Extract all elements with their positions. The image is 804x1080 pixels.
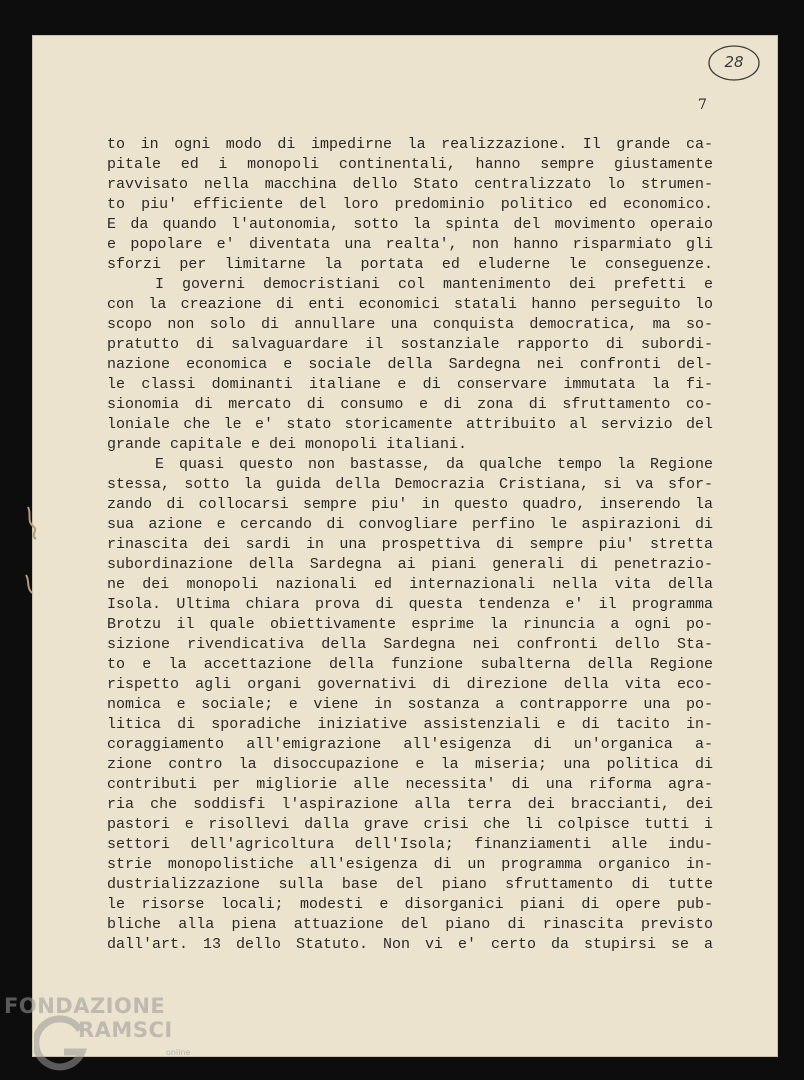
text-line: bliche alla piena attuazione del piano di rinascita previsto (107, 916, 713, 933)
text-line: coraggiamento all'emigrazione all'esigenza di un'organica a- (107, 736, 713, 753)
text-line: le risorse locali; modesti e disorganici piani di opere pub- (107, 896, 713, 913)
text-line: strie monopolistiche all'esigenza di un programma organico in- (107, 856, 713, 873)
text-line: le classi dominanti italiane e di conservare immutata la fi- (107, 376, 713, 393)
watermark-line1: FONDAZIONE (4, 994, 166, 1018)
text-line: E quasi questo non bastasse, da qualche tempo la Regione (155, 456, 713, 473)
archive-number-stamp (708, 44, 760, 82)
text-line: dustrializzazione sulla base del piano sfruttamento di tutte (107, 876, 713, 893)
text-line: settori dell'agricoltura dell'Isola; finanziamenti alle indu- (107, 836, 713, 853)
text-line: stessa, sotto la guida della Democrazia Cristiana, si va sfor- (107, 476, 713, 493)
text-line: ravvisato nella macchina dello Stato centralizzato lo strumen- (107, 176, 713, 193)
text-line: litica di sporadiche iniziative assistenziali e di tacito in- (107, 716, 713, 733)
text-line: to e la accettazione della funzione subalterna della Regione (107, 656, 713, 673)
body-text (107, 135, 713, 955)
text-line: pratutto di salvaguardare il sostanziale rapporto di subordi- (107, 336, 713, 353)
text-line: subordinazione della Sardegna ai piani generali di penetrazio- (107, 556, 713, 573)
text-line: dall'art. 13 dello Statuto. Non vi e' certo da stupirsi se a (107, 936, 713, 953)
text-line: E da quando l'autonomia, sotto la spinta del movimento operaio (107, 216, 713, 233)
text-line: con la creazione di enti economici statali hanno perseguito lo (107, 296, 713, 313)
text-line: pitale ed i monopoli continentali, hanno sempre giustamente (107, 156, 713, 173)
text-line: sionomia di mercato di consumo e di zona di sfruttamento co- (107, 396, 713, 413)
text-line: ne dei monopoli nazionali ed internazionali nella vita della (107, 576, 713, 593)
text-line: nazione economica e sociale della Sardegna nei confronti del- (107, 356, 713, 373)
text-line: to piu' efficiente del loro predominio politico ed economico. (107, 196, 713, 213)
binding-thread-icon (22, 505, 44, 595)
watermark-line2: RAMSCI (78, 1018, 173, 1042)
text-line: sforzi per limitarne la portata ed eluderne le conseguenze. (107, 256, 713, 273)
archive-number: 28 (724, 53, 744, 71)
watermark (4, 990, 204, 1080)
text-line: e popolare e' diventata una realta', non hanno risparmiato gli (107, 236, 713, 253)
text-line: sizione rivendicativa della Sardegna nei confronti dello Sta- (107, 636, 713, 653)
text-line: Isola. Ultima chiara prova di questa tendenza e' il programma (107, 596, 713, 613)
text-line: loniale che le e' stato storicamente attribuito al servizio del (107, 416, 713, 433)
text-line: zando di collocarsi sempre piu' in questo quadro, inserendo la (107, 496, 713, 513)
text-line: pastori e risollevi dalla grave crisi che li colpisce tutti i (107, 816, 713, 833)
text-line: zione contro la disoccupazione e la miseria; una politica di (107, 756, 713, 773)
text-line: contributi per migliorie alle necessita' di una riforma agra- (107, 776, 713, 793)
text-line: sua azione e cercando di convogliare perfino le aspirazioni di (107, 516, 713, 533)
text-line: nomica e sociale; e viene in sostanza a contrapporre una po- (107, 696, 713, 713)
text-line: rinascita dei sardi in una prospettiva di sempre piu' stretta (107, 536, 713, 553)
text-line: ria che soddisfi l'aspirazione alla terra dei braccianti, dei (107, 796, 713, 813)
watermark-suffix: online (166, 1048, 191, 1057)
text-line: Brotzu il quale obiettivamente esprime la rinuncia a ogni po- (107, 616, 713, 633)
text-line: to in ogni modo di impedirne la realizzazione. Il grande ca- (107, 136, 713, 153)
text-line: scopo non solo di annullare una conquista democratica, ma so- (107, 316, 713, 333)
text-line: grande capitale e dei monopoli italiani. (107, 436, 468, 453)
text-line: I governi democristiani col mantenimento dei prefetti e (155, 276, 713, 293)
page-number: 7 (698, 97, 707, 113)
text-line: rispetto agli organi governativi di direzione della vita eco- (107, 676, 713, 693)
